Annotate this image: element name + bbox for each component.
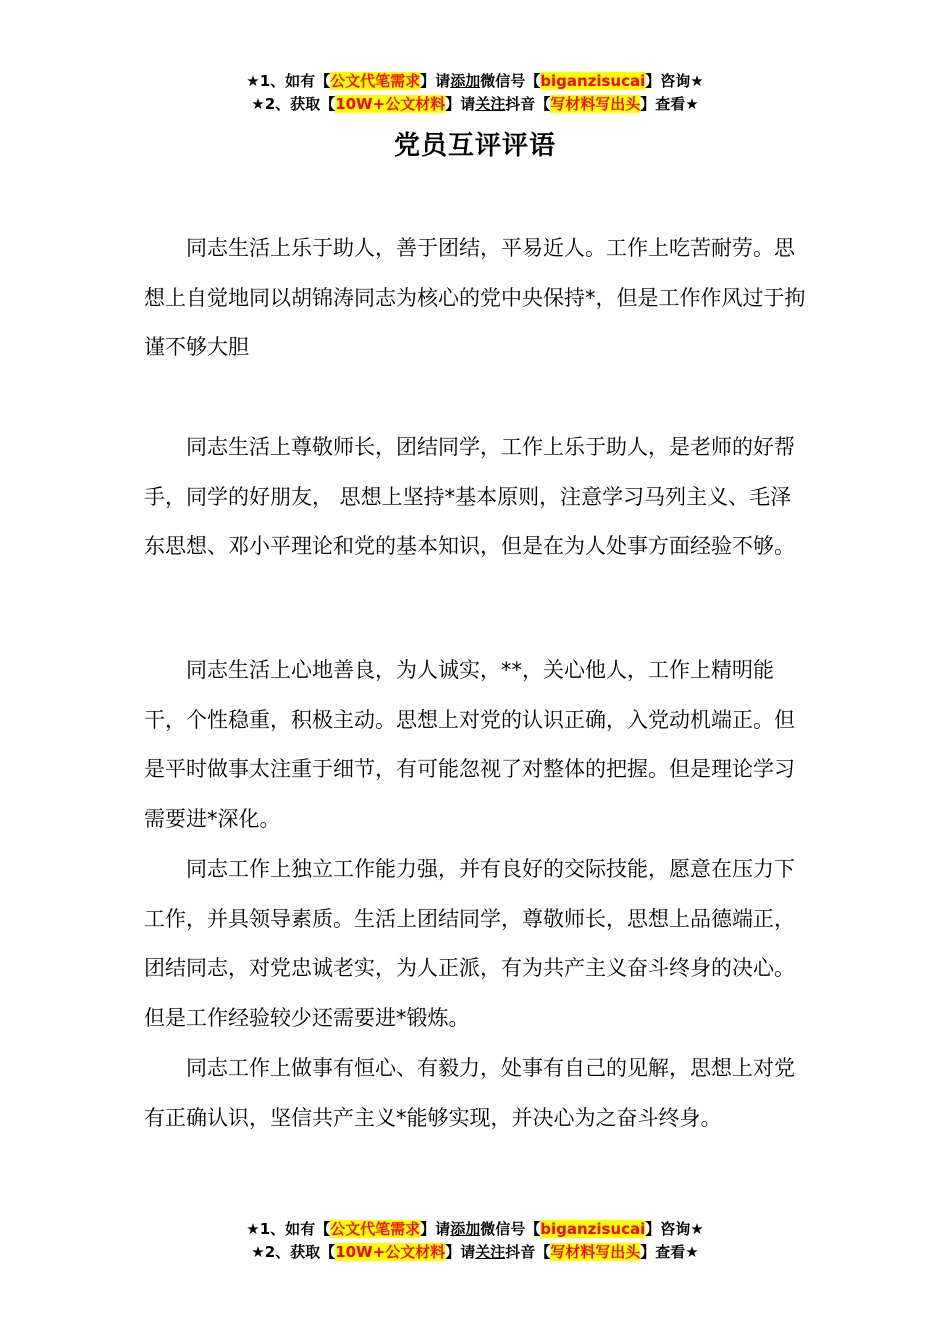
banner-text: 】请	[420, 1220, 451, 1238]
banner-highlight: 公文代笔需求	[330, 72, 421, 90]
document-title: 党员互评评语	[393, 131, 556, 161]
banner-wechat-id: biganzisucai	[540, 72, 646, 90]
banner-text: ★1、如有【	[246, 1220, 331, 1238]
banner-line-2	[0, 93, 950, 116]
banner-text: 】查看★	[640, 1243, 699, 1261]
banner-wechat-id: biganzisucai	[540, 1220, 646, 1238]
banner-line-2	[0, 1241, 950, 1264]
banner-highlight: 10W+公文材料	[335, 1243, 446, 1261]
banner-underlined-text: 添加	[450, 72, 481, 90]
banner-text: 】请	[420, 72, 451, 90]
banner-text: 抖音【	[505, 1243, 551, 1261]
banner-underlined-text: 关注	[475, 95, 506, 113]
banner-text: 】查看★	[640, 95, 699, 113]
banner-text: ★1、如有【	[246, 72, 331, 90]
banner-underlined-text: 添加	[450, 1220, 481, 1238]
banner-text: 】咨询★	[645, 1220, 704, 1238]
banner-highlight: 公文代笔需求	[330, 1220, 421, 1238]
evaluation-paragraph-4: 同志工作上独立工作能力强，并有良好的交际技能，愿意在压力下工作，并具领导素质。生活上团结同学，尊敬师长，思想上品德端正，团结同志，对党忠诚老实，为人正派，有为共产主义奋斗终身的决心。但是工作经验较少还需要进*锻炼。	[144, 857, 795, 1030]
banner-text: 】请	[445, 95, 476, 113]
banner-underlined-text: 关注	[475, 1243, 506, 1261]
footer-banner	[0, 1218, 950, 1264]
evaluation-paragraph-1: 同志生活上乐于助人，善于团结，平易近人。工作上吃苦耐劳。思想上自觉地同以胡锦涛同志为核心的党中央保持*，但是工作作风过于拘谨不够大胆	[144, 236, 806, 360]
banner-douyin-id: 写材料写出头	[550, 1243, 641, 1261]
evaluation-paragraph-3: 同志生活上心地善良，为人诚实，**，关心他人，工作上精明能干，个性稳重，积极主动。思想上对党的认识正确，入党动机端正。但是平时做事太注重于细节，有可能忽视了对整体的把握。但是理论学习需要进*深化。	[144, 658, 795, 831]
evaluation-paragraph-5: 同志工作上做事有恒心、有毅力，处事有自己的见解，思想上对党有正确认识，坚信共产主义*能够实现，并决心为之奋斗终身。	[144, 1056, 795, 1130]
banner-line-1	[0, 1218, 950, 1241]
banner-highlight: 10W+公文材料	[335, 95, 446, 113]
banner-text: 】咨询★	[645, 72, 704, 90]
banner-text: 微信号【	[480, 72, 541, 90]
banner-text: 微信号【	[480, 1220, 541, 1238]
evaluation-paragraph-2: 同志生活上尊敬师长，团结同学，工作上乐于助人，是老师的好帮手，同学的好朋友， 思想上坚持*基本原则，注意学习马列主义、毛泽东思想、邓小平理论和党的基本知识，但是在为人处事方面经验不够。	[144, 435, 795, 559]
banner-text: ★2、获取【	[251, 1243, 336, 1261]
banner-text: 】请	[445, 1243, 476, 1261]
banner-douyin-id: 写材料写出头	[550, 95, 641, 113]
banner-text: ★2、获取【	[251, 95, 336, 113]
header-banner	[0, 70, 950, 116]
banner-text: 抖音【	[505, 95, 551, 113]
banner-line-1	[0, 70, 950, 93]
